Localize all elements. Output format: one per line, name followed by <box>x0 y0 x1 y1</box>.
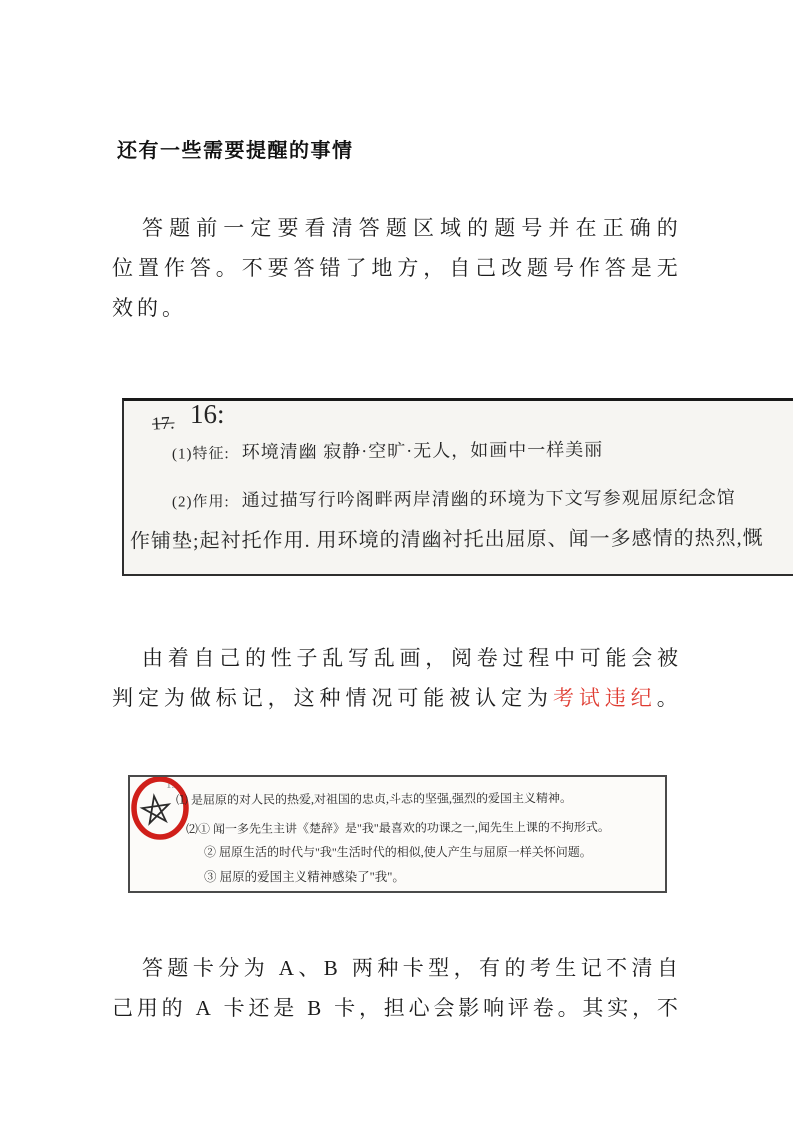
handwritten-answer-line-3: ② 屈原生活的时代与"我"生活时代的相似,使人产生与屈原一样关怀问题。 <box>204 845 592 859</box>
answer-part-label: (1)特征: <box>171 446 230 463</box>
paragraph-line: 己 用 的 A 卡 还 是 B 卡 ， 担 心 会 影 响 评 卷 。 其 实 ， 不 <box>112 996 678 1020</box>
faint-question-number: 19 <box>166 779 177 791</box>
paragraph-line: 效的。 <box>112 296 187 320</box>
paragraph-line: 位 置 作 答 。 不 要 答 错 了 地 方 ， 自 己 改 题 号 作 答 是 无 <box>112 256 678 280</box>
handwritten-answer-line-1: ⑴ 是屈原的对人民的热爱,对祖国的忠贞,斗志的坚强,强烈的爱国主义精神。 <box>175 790 573 808</box>
handwritten-answer-line-4: ③ 屈原的爱国主义精神感染了"我"。 <box>204 870 405 884</box>
corrected-question-number: 16: <box>190 399 225 429</box>
handwritten-line-3: 作铺垫;起衬托作用. 用环境的清幽衬托出屈原、闻一多感情的热烈,慨 <box>129 527 764 553</box>
handwritten-line-1 <box>172 435 603 464</box>
paragraph-card-type <box>112 948 678 1028</box>
crossed-out-question-number: 17. <box>151 412 175 434</box>
paragraph-line: 判 定 为 做 标 记 ， 这 种 情 况 可 能 被 认 定 为 考 试 违 纪 。 <box>112 686 678 710</box>
answer-part-text: 通过描写行吟阁畔两岸清幽的环境为下文写参观屈原纪念馆 <box>241 487 736 511</box>
paragraph-scribble-warning <box>112 638 678 718</box>
section-heading: 还有一些需要提醒的事情 <box>117 140 354 162</box>
red-circled-star-annotation <box>131 775 193 843</box>
paragraph-answer-position <box>112 208 678 328</box>
paragraph-line: 答 题 卡 分 为 A 、 B 两 种 卡 型 ， 有 的 考 生 记 不 清 自 <box>142 956 678 980</box>
answer-sheet-image-2 <box>128 775 667 893</box>
hand-drawn-star-icon <box>141 794 171 824</box>
answer-sheet-image-1 <box>122 398 793 576</box>
paragraph-line: 由 着 自 己 的 性 子 乱 写 乱 画 ， 阅 卷 过 程 中 可 能 会 被 <box>142 646 678 670</box>
handwritten-line-2 <box>172 484 736 513</box>
paragraph-line: 答 题 前 一 定 要 看 清 答 题 区 域 的 题 号 并 在 正 确 的 <box>142 216 678 240</box>
answer-part-text: 环境清幽 寂静·空旷·无人，如画中一样美丽 <box>241 439 604 463</box>
handwritten-answer-line-2: ⑵① 闻一多先生主讲《楚辞》是"我"最喜欢的功课之一,闻先生上课的不拘形式。 <box>185 819 610 837</box>
answer-part-label: (2)作用: <box>171 494 230 511</box>
